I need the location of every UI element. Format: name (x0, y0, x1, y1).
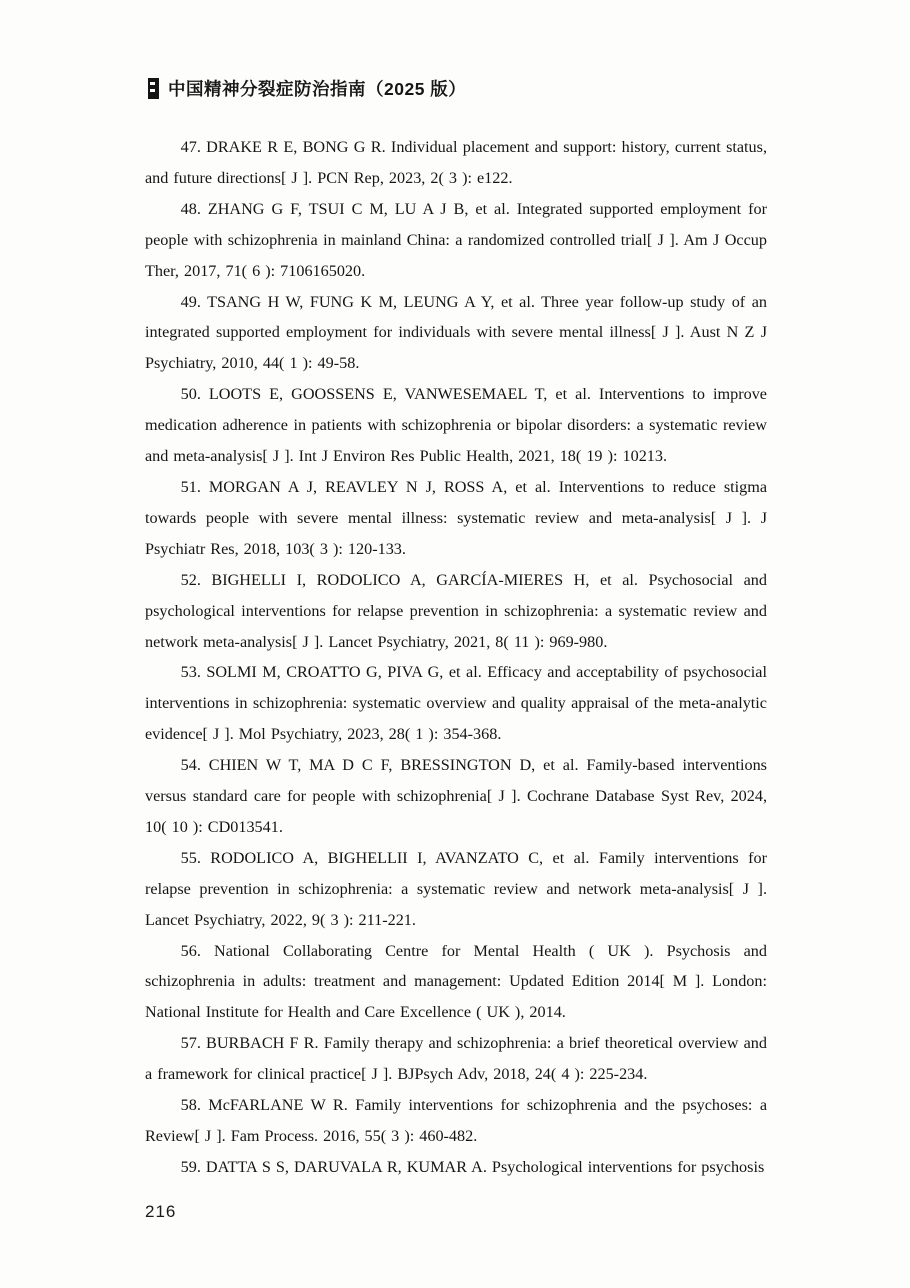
reference-item-48: 48. ZHANG G F, TSUI C M, LU A J B, et al. Integrated supported employment for people with schizophrenia in mainland China: a randomized controlled trial[ J ]. Am J Occup Ther, 2017, 71( 6 ): 7106165020. (145, 199, 767, 280)
reference-item-57: 57. BURBACH F R. Family therapy and schizophrenia: a brief theoretical overview and a framework for clinical practice[ J ]. BJPsych Adv, 2018, 24( 4 ): 225-234. (145, 1034, 767, 1084)
reference-item-51: 51. MORGAN A J, REAVLEY N J, ROSS A, et al. Interventions to reduce stigma towards people with severe mental illness: systematic review and meta-analysis[ J ]. J Psychiatr Res, 2018, 103( 3 ): 120-133. (145, 477, 767, 558)
book-spine-icon (148, 78, 159, 99)
reference-list (145, 132, 767, 1183)
page-number: 216 (145, 1202, 177, 1221)
reference-item-50: 50. LOOTS E, GOOSSENS E, VANWESEMAEL T, et al. Interventions to improve medication adherence in patients with schizophrenia or bipolar disorders: a systematic review and meta-analysis[ J ]. Int J Environ Res Public Health, 2021, 18( 19 ): 10213. (145, 385, 767, 466)
reference-item-52: 52. BIGHELLI I, RODOLICO A, GARCÍA-MIERES H, et al. Psychosocial and psychological interventions for relapse prevention in schizophrenia: a systematic review and network meta-analysis[ J ]. Lancet Psychiatry, 2021, 8( 11 ): 969-980. (145, 570, 767, 651)
reference-item-58: 58. McFARLANE W R. Family interventions for schizophrenia and the psychoses: a Review[ J ]. Fam Process. 2016, 55( 3 ): 460-482. (145, 1096, 767, 1145)
running-header (148, 76, 466, 101)
reference-item-49: 49. TSANG H W, FUNG K M, LEUNG A Y, et al. Three year follow-up study of an integrated supported employment for individuals with severe mental illness[ J ]. Aust N Z J Psychiatry, 2010, 44( 1 ): 49-58. (145, 292, 767, 373)
reference-item-54: 54. CHIEN W T, MA D C F, BRESSINGTON D, et al. Family-based interventions versus standard care for people with schizophrenia[ J ]. Cochrane Database Syst Rev, 2024, 10( 10 ): CD013541. (145, 756, 767, 836)
guideline-title: 中国精神分裂症防治指南（2025 版） (168, 79, 467, 99)
reference-item-53: 53. SOLMI M, CROATTO G, PIVA G, et al. Efficacy and acceptability of psychosocial interventions in schizophrenia: systematic overview and quality appraisal of the meta-analytic evidence[ J ]. Mol Psychiatry, 2023, 28( 1 ): 354-368. (145, 663, 767, 744)
reference-item-56: 56. National Collaborating Centre for Mental Health ( UK ). Psychosis and schizophrenia in adults: treatment and management: Updated Edition 2014[ M ]. London: National Institute for Health and Care Excellence ( UK ), 2014. (145, 941, 767, 1022)
reference-item-55: 55. RODOLICO A, BIGHELLII I, AVANZATO C, et al. Family interventions for relapse prevention in schizophrenia: a systematic review and network meta-analysis[ J ]. Lancet Psychiatry, 2022, 9( 3 ): 211-221. (145, 848, 767, 929)
reference-item-59: 59. DATTA S S, DARUVALA R, KUMAR A. Psychological interventions for psychosis (180, 1157, 765, 1176)
reference-item-47: 47. DRAKE R E, BONG G R. Individual placement and support: history, current status, and future directions[ J ]. PCN Rep, 2023, 2( 3 ): e122. (145, 138, 767, 187)
